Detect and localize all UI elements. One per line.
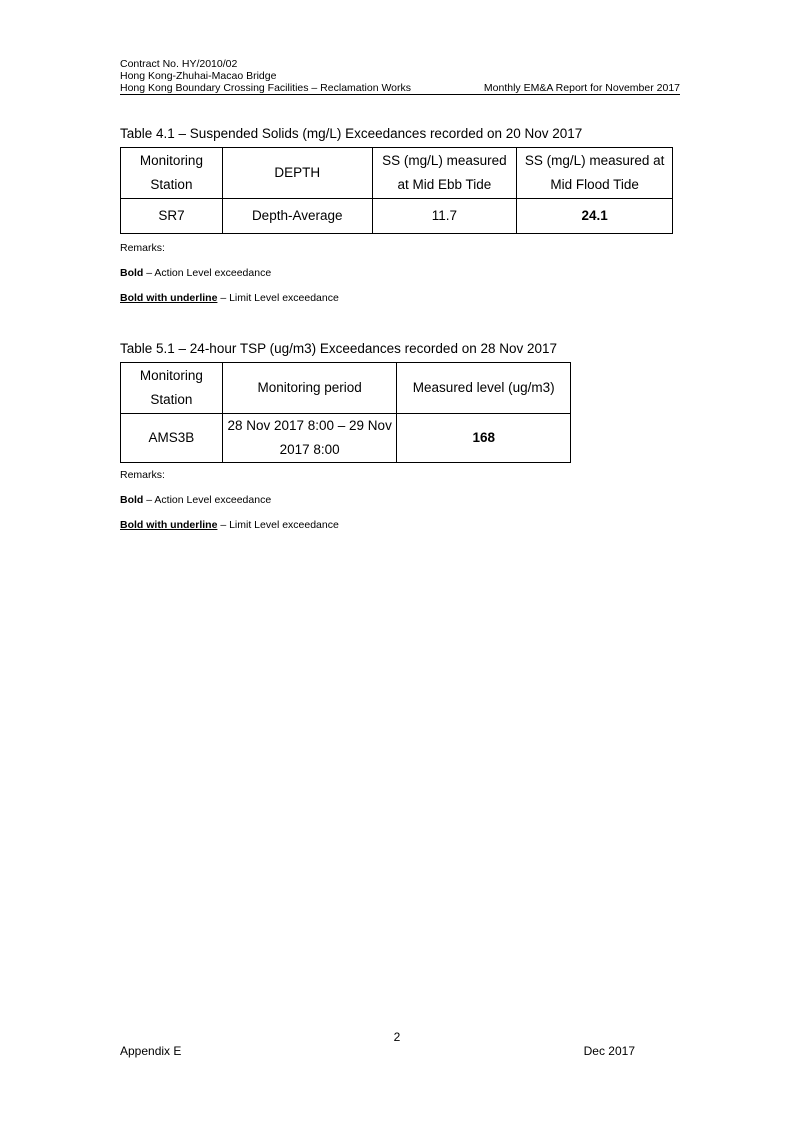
- header-ebb: [372, 148, 517, 199]
- header-flood: [517, 148, 673, 199]
- remark-action-level: [120, 493, 339, 518]
- table-4-1: [120, 147, 673, 234]
- remarks-title: Remarks:: [120, 242, 165, 254]
- cell-flood: 24.1: [517, 199, 673, 234]
- header-level: Measured level (ug/m3): [397, 363, 571, 414]
- header-flood-line1: SS (mg/L) measured at: [524, 153, 665, 168]
- remark-bold-term: Bold: [120, 267, 144, 279]
- header-station: [121, 148, 223, 199]
- header-station-line1: Monitoring: [139, 153, 203, 168]
- header-station: [121, 363, 223, 414]
- header-station-line2: Station: [150, 177, 193, 192]
- cell-period-line1: 28 Nov 2017 8:00 – 29 Nov: [227, 418, 392, 433]
- remark-bold-term: Bold: [120, 494, 144, 506]
- header-divider: [120, 94, 680, 95]
- remarks-1: [120, 241, 339, 316]
- table-header-row: [121, 148, 673, 199]
- remarks-2: [120, 468, 339, 543]
- remark-bold-desc: – Action Level exceedance: [143, 267, 272, 279]
- header-ebb-line2: at Mid Ebb Tide: [397, 177, 492, 192]
- cell-station: AMS3B: [121, 414, 223, 463]
- remark-action-level: [120, 266, 339, 291]
- remarks-title: Remarks:: [120, 469, 165, 481]
- contract-number: Contract No. HY/2010/02: [120, 58, 238, 70]
- cell-period-line2: 2017 8:00: [279, 442, 340, 457]
- header-station-line1: Monitoring: [139, 368, 203, 383]
- footer-appendix: Appendix E: [120, 1044, 182, 1058]
- cell-ebb: 11.7: [372, 199, 517, 234]
- cell-period: [222, 414, 397, 463]
- table-5-1-caption: Table 5.1 – 24-hour TSP (ug/m3) Exceedances recorded on 28 Nov 2017: [120, 341, 558, 356]
- header-flood-line2: Mid Flood Tide: [550, 177, 639, 192]
- project-name: Hong Kong-Zhuhai-Macao Bridge: [120, 70, 277, 82]
- remark-underline-term: Bold with underline: [120, 292, 218, 304]
- table-4-1-caption: Table 4.1 – Suspended Solids (mg/L) Exceedances recorded on 20 Nov 2017: [120, 126, 583, 141]
- header-depth: DEPTH: [222, 148, 372, 199]
- remark-underline-term: Bold with underline: [120, 519, 218, 531]
- cell-station: SR7: [121, 199, 223, 234]
- footer-date: Dec 2017: [583, 1044, 635, 1058]
- cell-depth: Depth-Average: [222, 199, 372, 234]
- header-last-line: [120, 82, 680, 94]
- header-ebb-line1: SS (mg/L) measured: [382, 153, 507, 168]
- remark-bold-desc: – Action Level exceedance: [143, 494, 272, 506]
- header-station-line2: Station: [150, 392, 193, 407]
- header-period: Monitoring period: [222, 363, 397, 414]
- remark-underline-desc: – Limit Level exceedance: [217, 292, 339, 304]
- report-title: Monthly EM&A Report for November 2017: [483, 82, 680, 94]
- table-header-row: [121, 363, 571, 414]
- remark-limit-level: [120, 291, 339, 316]
- page-header: [120, 58, 680, 94]
- page-number: 2: [393, 1030, 401, 1044]
- table-row: [121, 414, 571, 463]
- remark-limit-level: [120, 518, 339, 543]
- remark-underline-desc: – Limit Level exceedance: [217, 519, 339, 531]
- table-5-1: [120, 362, 571, 463]
- table-row: [121, 199, 673, 234]
- page-footer: [120, 1044, 635, 1058]
- works-name: Hong Kong Boundary Crossing Facilities – Reclamation Works: [120, 82, 412, 94]
- cell-level: 168: [397, 414, 571, 463]
